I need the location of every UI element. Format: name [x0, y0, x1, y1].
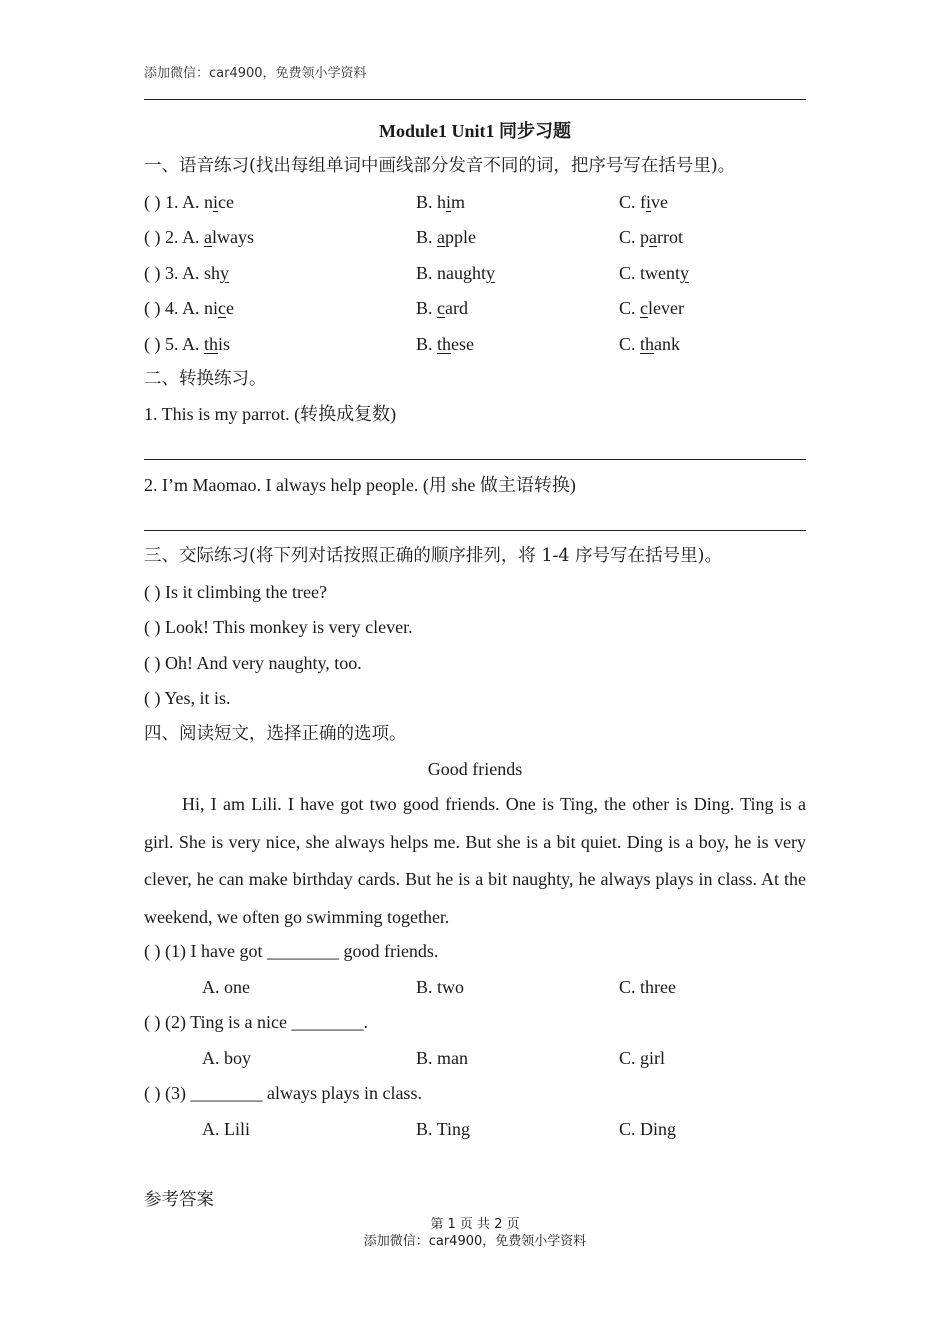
- row2-option-c: C. parrot: [619, 227, 684, 247]
- reading-question-1: ( ) (1) I have got ________ good friends.: [144, 941, 439, 961]
- passage-title: Good friends: [427, 759, 523, 779]
- section4-heading: 四、阅读短文，选择正确的选项。: [144, 724, 407, 744]
- row1-option-b: B. him: [416, 192, 466, 212]
- section2-heading: 二、转换练习。: [144, 369, 267, 389]
- section1-heading: 一、语音练习(找出每组单词中画线部分发音不同的词，把序号写在括号里)。: [144, 156, 736, 176]
- answer-line-2[interactable]: [144, 530, 806, 531]
- q1-option-c: C. three: [619, 977, 676, 997]
- row2-option-a: ( ) 2. A. always: [144, 227, 254, 247]
- q3-option-c: C. Ding: [619, 1119, 677, 1139]
- q2-option-a: A. boy: [202, 1048, 251, 1068]
- q2-option-b: B. man: [416, 1048, 468, 1068]
- row5-option-b: B. these: [416, 334, 475, 354]
- row1-option-a: ( ) 1. A. nice: [144, 192, 234, 212]
- row5-option-c: C. thank: [619, 334, 681, 354]
- q1-option-a: A. one: [202, 977, 250, 997]
- row5-option-a: ( ) 5. A. this: [144, 334, 231, 354]
- document-title: Module1 Unit1 同步习题: [378, 121, 571, 141]
- answers-heading: 参考答案: [144, 1190, 214, 1210]
- page-number: 第 1 页 共 2 页: [430, 1217, 520, 1232]
- q2-option-c: C. girl: [619, 1048, 666, 1068]
- header-divider: [144, 99, 806, 100]
- row3-option-a: ( ) 3. A. shy: [144, 263, 230, 283]
- q1-option-b: B. two: [416, 977, 465, 997]
- row3-option-b: B. naughty: [416, 263, 496, 283]
- section2-question-2: 2. I’m Maomao. I always help people. (用 she 做主语转换): [144, 475, 576, 495]
- footer-text: 添加微信：car4900，免费领小学资料: [363, 1234, 587, 1249]
- row1-option-c: C. five: [619, 192, 669, 212]
- row3-option-c: C. twenty: [619, 263, 690, 283]
- reading-question-2: ( ) (2) Ting is a nice ________.: [144, 1012, 368, 1032]
- dialogue-line: ( ) Yes, it is.: [144, 688, 231, 708]
- header-text: 添加微信：car4900，免费领小学资料: [144, 66, 367, 81]
- row4-option-a: ( ) 4. A. nice: [144, 298, 235, 318]
- reading-passage: Hi, I am Lili. I have got two good friends. One is Ting, the other is Ding. Ting is a girl. She is very nice, she always helps me. But she is a bit quiet. Ding is a boy, he is very clever, he can make birthday cards. But he is a bit naughty, he always plays in class. At the weekend, we often go swimming together.: [144, 794, 806, 927]
- row4-option-b: B. card: [416, 298, 468, 318]
- dialogue-line: ( ) Is it climbing the tree?: [144, 582, 327, 602]
- section2-question-1: 1. This is my parrot. (转换成复数): [144, 404, 397, 424]
- row2-option-b: B. apple: [416, 227, 477, 247]
- dialogue-line: ( ) Look! This monkey is very clever.: [144, 617, 413, 637]
- section3-heading: 三、交际练习(将下列对话按照正确的顺序排列，将 1-4 序号写在括号里)。: [144, 546, 722, 566]
- reading-question-3: ( ) (3) ________ always plays in class.: [144, 1083, 422, 1103]
- row4-option-c: C. clever: [619, 298, 684, 318]
- answer-line-1[interactable]: [144, 459, 806, 460]
- q3-option-a: A. Lili: [202, 1119, 250, 1139]
- q3-option-b: B. Ting: [416, 1119, 471, 1139]
- dialogue-line: ( ) Oh! And very naughty, too.: [144, 653, 362, 673]
